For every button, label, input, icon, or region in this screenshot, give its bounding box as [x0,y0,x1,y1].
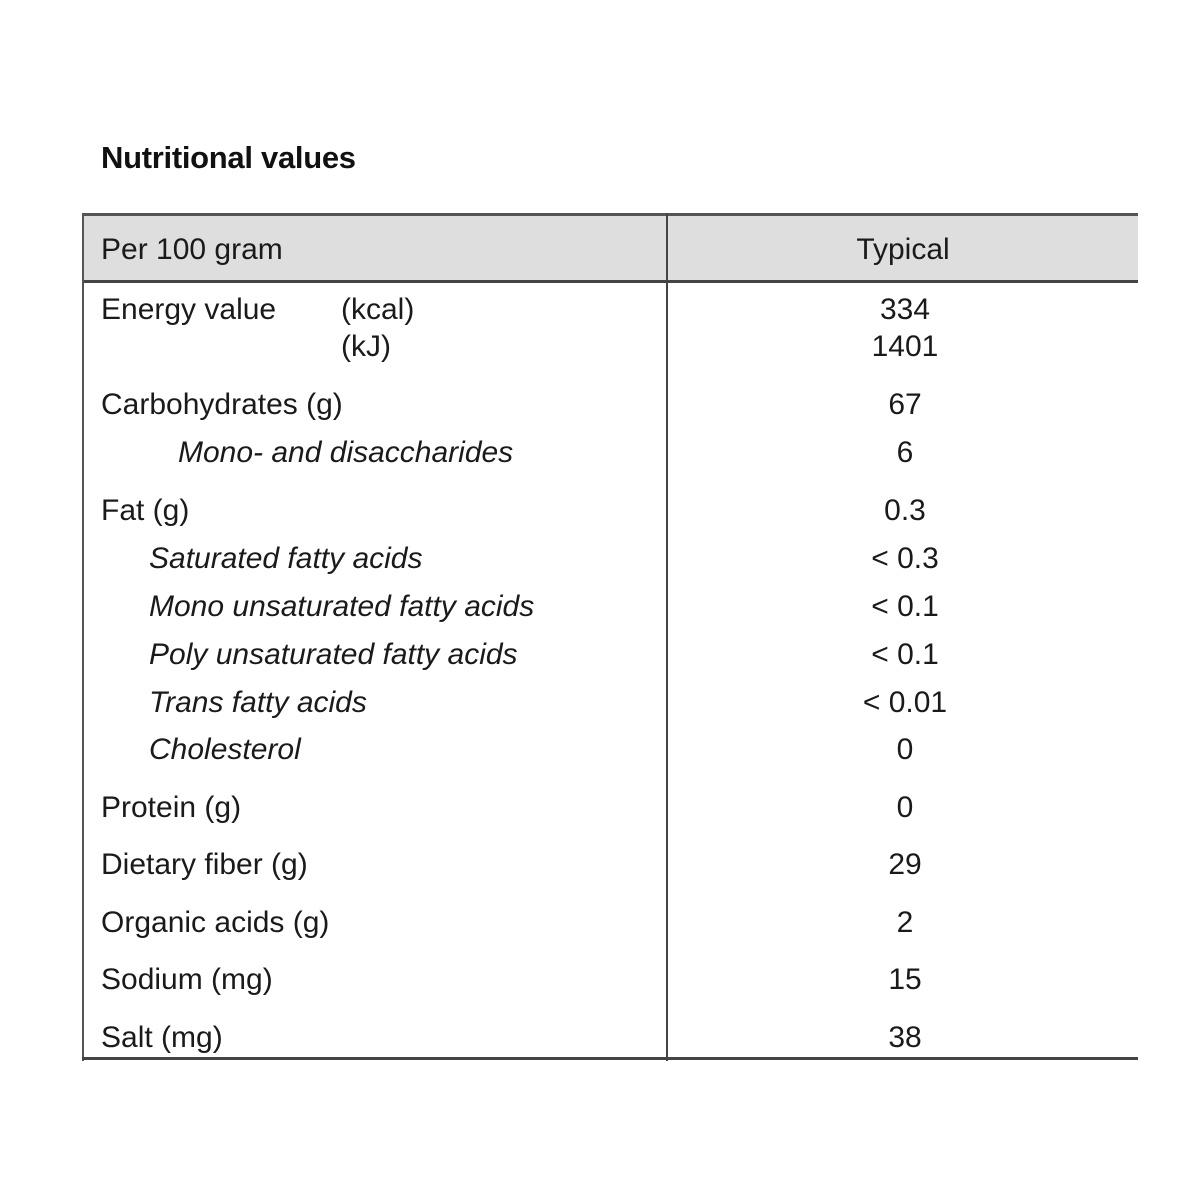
header-typical: Typical [856,233,950,266]
row-label: Organic acids (g) [101,906,330,939]
row-label: Poly unsaturated fatty acids [149,638,518,671]
row-value: 29 [888,848,922,881]
table-row [82,730,1138,770]
table-row [82,788,1138,828]
row-label: Mono- and disaccharides [178,436,514,469]
table-row [82,635,1138,675]
row-value: 0 [896,733,914,766]
table-row [82,587,1138,627]
table-row [82,433,1138,473]
table-row [82,1018,1138,1058]
row-value: 15 [888,963,922,996]
energy-unit-kcal: (kcal) [341,293,415,326]
row-label: Trans fatty acids [149,686,367,719]
row-value: < 0.1 [871,638,939,671]
energy-value-kcal: 334 [879,293,931,326]
energy-label: Energy value [101,293,277,326]
row-label: Sodium (mg) [101,963,273,996]
table-row [82,539,1138,579]
row-label: Mono unsaturated fatty acids [149,590,535,623]
row-label: Cholesterol [149,733,301,766]
row-value: 0.3 [884,494,926,527]
row-value: < 0.3 [871,542,939,575]
row-value: < 0.01 [862,686,948,719]
table-row [82,903,1138,943]
table-row-energy-kj [82,327,1138,367]
row-label: Saturated fatty acids [149,542,423,575]
row-value: < 0.1 [871,590,939,623]
row-label: Carbohydrates (g) [101,388,343,421]
row-value: 2 [896,906,914,939]
row-value: 38 [888,1021,922,1054]
table-row [82,385,1138,425]
energy-value-kj: 1401 [871,330,939,363]
row-label: Dietary fiber (g) [101,848,308,881]
header-per-100-gram: Per 100 gram [101,233,283,266]
table-row [82,845,1138,885]
row-value: 67 [888,388,922,421]
row-label: Salt (mg) [101,1021,223,1054]
table-row [82,491,1138,531]
row-label: Fat (g) [101,494,190,527]
table-row-energy-kcal [82,290,1138,330]
row-value: 0 [896,791,914,824]
row-value: 6 [896,436,914,469]
nutrition-table [82,213,1138,1061]
row-label: Protein (g) [101,791,242,824]
table-row [82,960,1138,1000]
page-title: Nutritional values [101,140,356,175]
table-header [82,213,1138,283]
table-row [82,683,1138,723]
energy-unit-kj: (kJ) [341,330,391,363]
